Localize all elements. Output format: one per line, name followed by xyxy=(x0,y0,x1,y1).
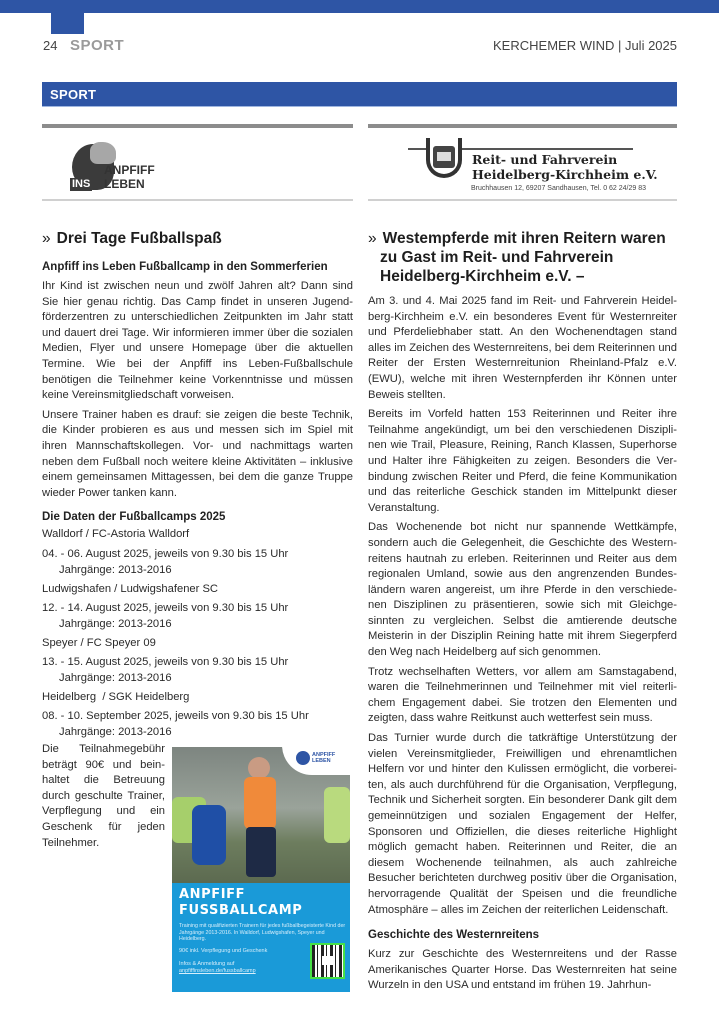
fee-paragraph: Die Teilnahmegebühr beträgt 90€ und beinhaltet die Betreuung durch geschulte Trainer, Verpflegung und ein Geschenk für jeden Teilnehmer. xyxy=(42,743,165,849)
article-subheading: Anpfiff ins Leben Fußballcamp in den Sommerferien xyxy=(42,261,328,273)
paragraph: Trotz wechselhaften Wetters, vor allem am Samstagabend, waren die Teilnehmerinnen und Teilnehmer mit viel reiterlichem Engagement dabei. Sie trotzen den Elementen und zeigten, dass wahre Reitkunst auch wetterfest sein muss. xyxy=(368,665,677,725)
raquo-marker: » xyxy=(368,230,377,247)
headline-text: Westempferde mit ihren Reitern waren zu Gast im Reit- und Fahrverein Heidelberg-Kirchheim e.V. – xyxy=(380,230,666,285)
flyer-link[interactable]: anpfiffinsleben.de/fussballcamp xyxy=(179,968,256,975)
left-article xyxy=(42,124,353,1002)
fee-and-flyer xyxy=(42,742,353,1002)
camp-date: 13. - 15. August 2025, jeweils von 9.30 bis 15 Uhr xyxy=(42,656,289,669)
right-article xyxy=(368,124,677,994)
stable-house-icon xyxy=(433,146,455,168)
paragraph: Ihr Kind ist zwischen neun und zwölf Jahren alt? Dann sind Sie hier genau richtig. Das Camp findet in unseren Jugendförderzentren zu unterschiedlichen Zeitpunkten im Jahr statt und dauert drei Tage. Wir informieren immer über die sozialen Medien, Flyer und unsere Homepage über die aktuellen Termine. Wie bei der Anpfiff ins Leben-Fußballschule benötigen die Teilnehmer keine Vorkenntnisse und müssen keine Vereinsmitgliedschaft vorweisen. xyxy=(42,280,353,402)
club-address: Bruchhausen 12, 69207 Sandhausen, Tel. 0 62 24/29 83 xyxy=(471,185,647,192)
logo-leben-text: LEBEN xyxy=(104,177,145,191)
paragraph: Kurz zur Geschichte des Westernreitens und der Rasse Amerikanisches Quarter Horse. Das Westernreiten hat seine Wurzeln in den USA und entstand im frühen 19. Jahrhun- xyxy=(368,948,677,992)
section-band-label: SPORT xyxy=(50,87,97,102)
soccer-ball-icon xyxy=(296,751,310,765)
paragraph: Das Turnier wurde durch die tatkräftige Unterstützung der vielen Vereinsmitglieder, Freiwilligen und ehrenamtlichen Helfern vor und hinter den Kulissen ermöglicht, die vorbereiten, als auch durchführend für die Organisation, Verpflegung, Technik und Sicherheit sorgten. Ein besonderer Dank gilt dem gemeinnützigen und sozialen Engagement der Helfer, Sponsoren und Offiziellen, die dieses reiterliche Highlight möglich gemacht haben. Reiterinnen und Reiter, die an diesem Wochenende teilnahmen, als auch zahlreiche Besucher berichteten durchweg positiv über die Organisation, hervorragende Qualität der Speisen und die freundliche Atmosphäre – alles im Zeichen der reiterlichen Leidenschaft. xyxy=(368,732,677,916)
qr-code-icon xyxy=(310,943,345,979)
top-accent-bar xyxy=(0,0,719,13)
badge-line1: ANPFIFF xyxy=(312,752,336,759)
flyer-info xyxy=(179,961,256,975)
anpfiff-logo-band xyxy=(42,124,353,201)
flyer-logo-badge xyxy=(282,747,350,775)
flyer-photo-kids-playing-soccer xyxy=(172,747,350,883)
logo-anpfiff-text: ANPFIFF xyxy=(104,163,155,177)
anpfiff-ins-leben-logo xyxy=(68,142,178,194)
club-name-line1: Reit- und Fahrverein xyxy=(472,152,618,167)
paragraph: Das Wochenende bot nicht nur spannende Wettkämpfe, sondern auch die Gelegenheit, die Geschichte des Westernreitens hautnah zu erleben. Reiterinnen und Reiter aus dem regionalen Umland, sowie aus den angrenzenden Bundesländern waren angereist, um ihre Pferde in den verschiedenen Disziplinen zu präsentieren, sowie sich mit Gleichgesinnten zu vergleichen. Selbst die amtierende deutsche Meisterin in der Disziplin Reining hatte mit ihrem Siegerpferd den Weg nach Heidelberg auf sich genommen. xyxy=(368,521,677,659)
camp-date: 08. - 10. September 2025, jeweils von 9.30 bis 15 Uhr xyxy=(42,710,309,723)
reitverein-logo-band xyxy=(368,124,677,201)
camp-site: Heidelberg / SGK Heidelberg xyxy=(42,690,190,703)
camp-years: Jahrgänge: 2013-2016 xyxy=(59,563,172,576)
club-name-line2: Heidelberg-Kirchheim e.V. xyxy=(472,167,658,182)
article-headline xyxy=(368,229,677,286)
paragraph: Am 3. und 4. Mai 2025 fand im Reit- und Fahrverein Heidelberg-Kirchheim e.V. ein besonderes Event für Westernreiter und Pferdeliebhaber statt. An den Wochenendtagen stand alles im Zeichen des Westernreitens, bei dem Reiterinnen und Reiter der Ersten Westernreitunion Rheinland-Pfalz e.V. (EWU), welche mit ihren Westernpferden ihr Können unter Beweis stellten. xyxy=(368,295,677,401)
headline-text: Drei Tage Fußballspaß xyxy=(56,230,222,247)
paragraph: Bereits im Vorfeld hatten 153 Reiterinnen und Reiter ihre Teilnahme angekündigt, um bei den verschiedenen Disziplinen wie Trail, Pleasure, Reining, Ranch Klassen, Superhorse und Halter ihre Fähigkeiten zu zeigen. Besonders die Verbindung zwischen Reiter und Pferd, die feine Kommunikation und das reiterliche Geschick standen im Mittelpunkt dieser Veranstaltung. xyxy=(368,408,677,514)
section-band xyxy=(42,82,677,107)
page-number: 24 xyxy=(43,38,58,53)
badge-text xyxy=(312,752,335,764)
camp-years: Jahrgänge: 2013-2016 xyxy=(59,726,172,739)
article-headline xyxy=(42,229,353,248)
flyer-description: Training mit qualifizierten Trainern für jedes fußballbegeisterte Kind der Jahrgänge 2013-2016. In Walldorf, Ludwigshafen, Speyer und Heidelberg. xyxy=(179,923,346,943)
reitverein-logo xyxy=(408,136,658,196)
raquo-marker: » xyxy=(42,230,51,247)
camp-list xyxy=(42,527,353,739)
article-subheading: Geschichte des Westernreitens xyxy=(368,929,540,942)
logo-ins-text: INS xyxy=(72,178,91,190)
player-orange-bib xyxy=(244,777,276,829)
camp-site: Speyer / FC Speyer 09 xyxy=(42,636,156,649)
flyer-title-line2: FUSSBALLCAMP xyxy=(179,903,303,919)
camp-date: 12. - 14. August 2025, jeweils von 9.30 bis 15 Uhr xyxy=(42,602,289,615)
player-green-bib xyxy=(324,787,350,843)
camp-date: 04. - 06. August 2025, jeweils von 9.30 bis 15 Uhr xyxy=(42,547,289,560)
camp-dates-heading: Die Daten der Fußballcamps 2025 xyxy=(42,511,226,524)
soccer-ball-panel-icon xyxy=(90,142,116,164)
running-section-title: SPORT xyxy=(70,37,125,54)
paragraph: Unsere Trainer haben es drauf: sie zeigen die beste Technik, die Kinder probieren es aus und messen sich im Spiel mit ihren Mannschaftskollegen. Vor- und nachmittags warten neben dem Fußball noch weitere kleine Aktivitäten – inklusive einem gemeinsamen Mittagessen, bei dem die ganze Truppe wieder Power tanken kann. xyxy=(42,408,353,499)
player-legs xyxy=(246,827,276,877)
flyer-title-line1: ANPFIFF xyxy=(179,887,246,903)
player-blue-jacket xyxy=(192,805,226,865)
flyer-price: 90€ inkl. Verpflegung und Geschenk xyxy=(179,948,268,955)
publication-title: KERCHEMER WIND | Juli 2025 xyxy=(493,38,677,53)
badge-line2: LEBEN xyxy=(312,758,331,765)
player-head xyxy=(248,757,270,779)
camp-years: Jahrgänge: 2013-2016 xyxy=(59,671,172,684)
camp-site: Ludwigshafen / Ludwigshafener SC xyxy=(42,582,219,595)
camp-site: Walldorf / FC-Astoria Walldorf xyxy=(42,528,190,541)
top-accent-tab xyxy=(51,0,84,34)
flyer-info-label: Infos & Anmeldung auf xyxy=(179,961,235,968)
fussballcamp-flyer xyxy=(172,747,350,992)
camp-years: Jahrgänge: 2013-2016 xyxy=(59,617,172,630)
